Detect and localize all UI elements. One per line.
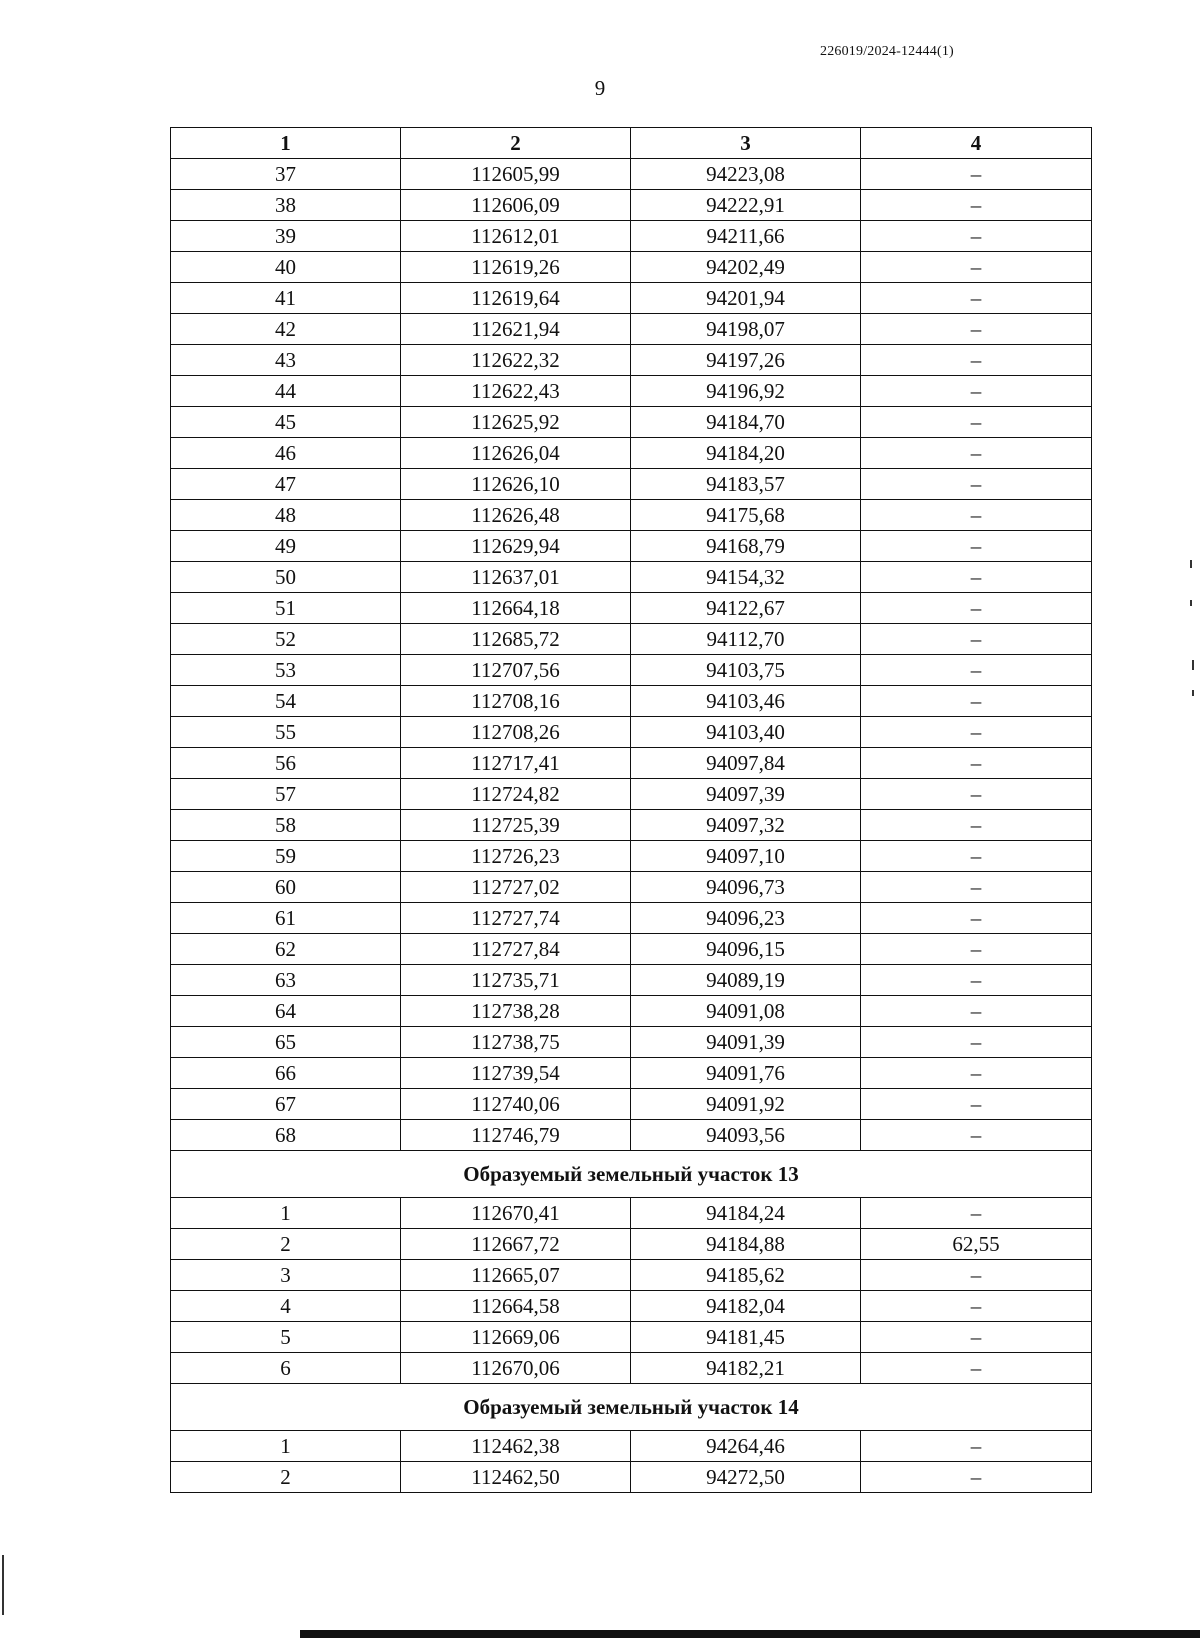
table-row (171, 748, 1092, 779)
point-number-cell: 43 (171, 345, 401, 376)
table-row (171, 1198, 1092, 1229)
y-coordinate-cell: 94103,75 (631, 655, 861, 686)
value-cell: – (861, 965, 1092, 996)
table-row (171, 221, 1092, 252)
table-row (171, 841, 1092, 872)
scan-edge-mark (1192, 690, 1194, 696)
x-coordinate-cell: 112622,32 (401, 345, 631, 376)
point-number-cell: 45 (171, 407, 401, 438)
value-cell: – (861, 314, 1092, 345)
table-row (171, 717, 1092, 748)
value-cell: – (861, 190, 1092, 221)
table-row (171, 562, 1092, 593)
table-row (171, 903, 1092, 934)
point-number-cell: 63 (171, 965, 401, 996)
value-cell: 62,55 (861, 1229, 1092, 1260)
point-number-cell: 55 (171, 717, 401, 748)
table-row (171, 1431, 1092, 1462)
value-cell: – (861, 1198, 1092, 1229)
x-coordinate-cell: 112665,07 (401, 1260, 631, 1291)
value-cell: – (861, 562, 1092, 593)
value-cell: – (861, 376, 1092, 407)
value-cell: – (861, 996, 1092, 1027)
value-cell: – (861, 1120, 1092, 1151)
table-row (171, 1322, 1092, 1353)
x-coordinate-cell: 112717,41 (401, 748, 631, 779)
section-header-row (171, 1384, 1092, 1431)
x-coordinate-cell: 112727,74 (401, 903, 631, 934)
point-number-cell: 1 (171, 1198, 401, 1229)
value-cell: – (861, 779, 1092, 810)
x-coordinate-cell: 112739,54 (401, 1058, 631, 1089)
value-cell: – (861, 717, 1092, 748)
value-cell: – (861, 438, 1092, 469)
point-number-cell: 66 (171, 1058, 401, 1089)
point-number-cell: 64 (171, 996, 401, 1027)
point-number-cell: 67 (171, 1089, 401, 1120)
point-number-cell: 57 (171, 779, 401, 810)
y-coordinate-cell: 94264,46 (631, 1431, 861, 1462)
value-cell: – (861, 934, 1092, 965)
point-number-cell: 50 (171, 562, 401, 593)
value-cell: – (861, 1291, 1092, 1322)
point-number-cell: 61 (171, 903, 401, 934)
table-row (171, 500, 1092, 531)
y-coordinate-cell: 94154,32 (631, 562, 861, 593)
x-coordinate-cell: 112626,48 (401, 500, 631, 531)
x-coordinate-cell: 112619,26 (401, 252, 631, 283)
x-coordinate-cell: 112462,50 (401, 1462, 631, 1493)
value-cell: – (861, 252, 1092, 283)
value-cell: – (861, 903, 1092, 934)
x-coordinate-cell: 112746,79 (401, 1120, 631, 1151)
scan-edge-mark (2, 1555, 4, 1615)
table-row (171, 965, 1092, 996)
y-coordinate-cell: 94112,70 (631, 624, 861, 655)
x-coordinate-cell: 112629,94 (401, 531, 631, 562)
point-number-cell: 44 (171, 376, 401, 407)
x-coordinate-cell: 112619,64 (401, 283, 631, 314)
x-coordinate-cell: 112664,58 (401, 1291, 631, 1322)
table-row (171, 159, 1092, 190)
section-header-row (171, 1151, 1092, 1198)
table-row (171, 345, 1092, 376)
y-coordinate-cell: 94089,19 (631, 965, 861, 996)
scan-bottom-edge (300, 1630, 1200, 1638)
value-cell: – (861, 593, 1092, 624)
value-cell: – (861, 655, 1092, 686)
value-cell: – (861, 407, 1092, 438)
section-title: Образуемый земельный участок 13 (171, 1151, 1092, 1198)
point-number-cell: 1 (171, 1431, 401, 1462)
point-number-cell: 42 (171, 314, 401, 345)
column-header: 4 (861, 128, 1092, 159)
x-coordinate-cell: 112738,75 (401, 1027, 631, 1058)
table-row (171, 810, 1092, 841)
point-number-cell: 47 (171, 469, 401, 500)
y-coordinate-cell: 94184,20 (631, 438, 861, 469)
point-number-cell: 6 (171, 1353, 401, 1384)
table-row (171, 996, 1092, 1027)
value-cell: – (861, 1353, 1092, 1384)
x-coordinate-cell: 112622,43 (401, 376, 631, 407)
value-cell: – (861, 283, 1092, 314)
value-cell: – (861, 624, 1092, 655)
x-coordinate-cell: 112708,16 (401, 686, 631, 717)
table-row (171, 531, 1092, 562)
table-row (171, 252, 1092, 283)
table-row (171, 1291, 1092, 1322)
x-coordinate-cell: 112735,71 (401, 965, 631, 996)
x-coordinate-cell: 112669,06 (401, 1322, 631, 1353)
page-number: 9 (594, 76, 606, 100)
point-number-cell: 5 (171, 1322, 401, 1353)
y-coordinate-cell: 94201,94 (631, 283, 861, 314)
y-coordinate-cell: 94122,67 (631, 593, 861, 624)
y-coordinate-cell: 94223,08 (631, 159, 861, 190)
x-coordinate-cell: 112626,10 (401, 469, 631, 500)
y-coordinate-cell: 94183,57 (631, 469, 861, 500)
point-number-cell: 60 (171, 872, 401, 903)
y-coordinate-cell: 94093,56 (631, 1120, 861, 1151)
table-row (171, 1260, 1092, 1291)
y-coordinate-cell: 94091,92 (631, 1089, 861, 1120)
x-coordinate-cell: 112625,92 (401, 407, 631, 438)
table-row (171, 376, 1092, 407)
value-cell: – (861, 748, 1092, 779)
value-cell: – (861, 500, 1092, 531)
point-number-cell: 68 (171, 1120, 401, 1151)
y-coordinate-cell: 94222,91 (631, 190, 861, 221)
y-coordinate-cell: 94103,46 (631, 686, 861, 717)
table-row (171, 283, 1092, 314)
value-cell: – (861, 1462, 1092, 1493)
table-row (171, 407, 1092, 438)
x-coordinate-cell: 112740,06 (401, 1089, 631, 1120)
value-cell: – (861, 1260, 1092, 1291)
point-number-cell: 38 (171, 190, 401, 221)
y-coordinate-cell: 94181,45 (631, 1322, 861, 1353)
table-row (171, 686, 1092, 717)
table-row (171, 1027, 1092, 1058)
table-header-row (171, 128, 1092, 159)
y-coordinate-cell: 94096,15 (631, 934, 861, 965)
table-row (171, 469, 1092, 500)
column-header: 2 (401, 128, 631, 159)
y-coordinate-cell: 94091,39 (631, 1027, 861, 1058)
y-coordinate-cell: 94182,04 (631, 1291, 861, 1322)
y-coordinate-cell: 94184,88 (631, 1229, 861, 1260)
table-body (171, 159, 1092, 1493)
coordinates-table (170, 127, 1092, 1493)
table-row (171, 655, 1092, 686)
x-coordinate-cell: 112664,18 (401, 593, 631, 624)
point-number-cell: 65 (171, 1027, 401, 1058)
value-cell: – (861, 841, 1092, 872)
point-number-cell: 46 (171, 438, 401, 469)
point-number-cell: 39 (171, 221, 401, 252)
point-number-cell: 2 (171, 1462, 401, 1493)
x-coordinate-cell: 112667,72 (401, 1229, 631, 1260)
table-row (171, 190, 1092, 221)
x-coordinate-cell: 112637,01 (401, 562, 631, 593)
x-coordinate-cell: 112726,23 (401, 841, 631, 872)
table-row (171, 1120, 1092, 1151)
point-number-cell: 49 (171, 531, 401, 562)
table-row (171, 872, 1092, 903)
x-coordinate-cell: 112727,84 (401, 934, 631, 965)
scan-edge-mark (1190, 600, 1192, 606)
point-number-cell: 59 (171, 841, 401, 872)
point-number-cell: 62 (171, 934, 401, 965)
y-coordinate-cell: 94091,08 (631, 996, 861, 1027)
table-row (171, 1462, 1092, 1493)
point-number-cell: 52 (171, 624, 401, 655)
table-row (171, 1058, 1092, 1089)
point-number-cell: 58 (171, 810, 401, 841)
point-number-cell: 37 (171, 159, 401, 190)
table-row (171, 779, 1092, 810)
x-coordinate-cell: 112670,06 (401, 1353, 631, 1384)
value-cell: – (861, 531, 1092, 562)
x-coordinate-cell: 112621,94 (401, 314, 631, 345)
y-coordinate-cell: 94202,49 (631, 252, 861, 283)
table-row (171, 1229, 1092, 1260)
table-row (171, 934, 1092, 965)
x-coordinate-cell: 112725,39 (401, 810, 631, 841)
point-number-cell: 53 (171, 655, 401, 686)
point-number-cell: 51 (171, 593, 401, 624)
value-cell: – (861, 686, 1092, 717)
x-coordinate-cell: 112724,82 (401, 779, 631, 810)
y-coordinate-cell: 94198,07 (631, 314, 861, 345)
point-number-cell: 48 (171, 500, 401, 531)
y-coordinate-cell: 94197,26 (631, 345, 861, 376)
x-coordinate-cell: 112612,01 (401, 221, 631, 252)
y-coordinate-cell: 94196,92 (631, 376, 861, 407)
point-number-cell: 3 (171, 1260, 401, 1291)
value-cell: – (861, 1027, 1092, 1058)
point-number-cell: 2 (171, 1229, 401, 1260)
y-coordinate-cell: 94272,50 (631, 1462, 861, 1493)
point-number-cell: 54 (171, 686, 401, 717)
y-coordinate-cell: 94096,23 (631, 903, 861, 934)
x-coordinate-cell: 112708,26 (401, 717, 631, 748)
point-number-cell: 40 (171, 252, 401, 283)
value-cell: – (861, 872, 1092, 903)
point-number-cell: 41 (171, 283, 401, 314)
table-row (171, 1353, 1092, 1384)
y-coordinate-cell: 94168,79 (631, 531, 861, 562)
y-coordinate-cell: 94184,70 (631, 407, 861, 438)
x-coordinate-cell: 112462,38 (401, 1431, 631, 1462)
table-row (171, 314, 1092, 345)
x-coordinate-cell: 112606,09 (401, 190, 631, 221)
y-coordinate-cell: 94184,24 (631, 1198, 861, 1229)
table-row (171, 1089, 1092, 1120)
x-coordinate-cell: 112605,99 (401, 159, 631, 190)
table-row (171, 438, 1092, 469)
column-header: 1 (171, 128, 401, 159)
point-number-cell: 56 (171, 748, 401, 779)
value-cell: – (861, 345, 1092, 376)
value-cell: – (861, 159, 1092, 190)
x-coordinate-cell: 112626,04 (401, 438, 631, 469)
value-cell: – (861, 1058, 1092, 1089)
column-header: 3 (631, 128, 861, 159)
y-coordinate-cell: 94097,84 (631, 748, 861, 779)
point-number-cell: 4 (171, 1291, 401, 1322)
y-coordinate-cell: 94175,68 (631, 500, 861, 531)
y-coordinate-cell: 94182,21 (631, 1353, 861, 1384)
value-cell: – (861, 810, 1092, 841)
x-coordinate-cell: 112670,41 (401, 1198, 631, 1229)
section-title: Образуемый земельный участок 14 (171, 1384, 1092, 1431)
table-row (171, 593, 1092, 624)
value-cell: – (861, 221, 1092, 252)
x-coordinate-cell: 112707,56 (401, 655, 631, 686)
x-coordinate-cell: 112738,28 (401, 996, 631, 1027)
y-coordinate-cell: 94103,40 (631, 717, 861, 748)
y-coordinate-cell: 94097,32 (631, 810, 861, 841)
scan-edge-mark (1190, 560, 1192, 568)
x-coordinate-cell: 112727,02 (401, 872, 631, 903)
y-coordinate-cell: 94096,73 (631, 872, 861, 903)
y-coordinate-cell: 94097,10 (631, 841, 861, 872)
y-coordinate-cell: 94097,39 (631, 779, 861, 810)
value-cell: – (861, 1089, 1092, 1120)
document-id: 226019/2024-12444(1) (820, 44, 954, 59)
table-row (171, 624, 1092, 655)
value-cell: – (861, 469, 1092, 500)
y-coordinate-cell: 94091,76 (631, 1058, 861, 1089)
y-coordinate-cell: 94211,66 (631, 221, 861, 252)
y-coordinate-cell: 94185,62 (631, 1260, 861, 1291)
x-coordinate-cell: 112685,72 (401, 624, 631, 655)
scan-edge-mark (1192, 660, 1194, 670)
value-cell: – (861, 1431, 1092, 1462)
value-cell: – (861, 1322, 1092, 1353)
